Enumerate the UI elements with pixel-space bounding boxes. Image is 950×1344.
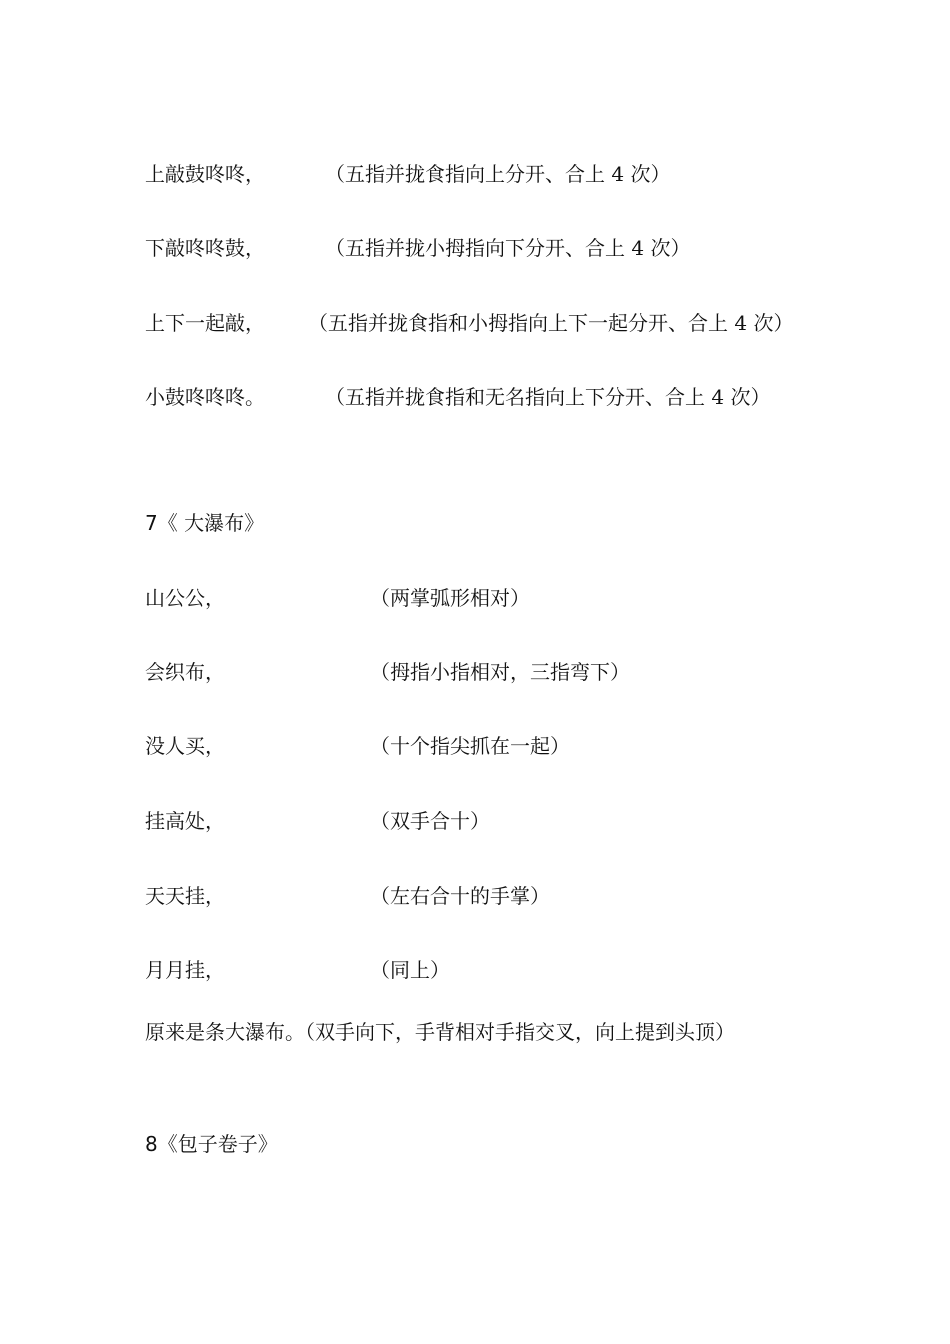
verse-gesture-note: （五指并拢食指和无名指向上下分开、合上 4 次） <box>325 385 771 409</box>
section-number: 8 <box>145 1132 158 1156</box>
section-title: 《 大瀑布》 <box>157 511 265 535</box>
section-number: 7 <box>145 511 158 535</box>
verse-lyric: 挂高处， <box>145 809 225 833</box>
verse-line <box>145 308 794 338</box>
verse-line <box>145 955 450 985</box>
verse-gesture-note: （五指并拢小拇指向下分开、合上 4 次） <box>325 236 691 260</box>
verse-line <box>145 657 630 687</box>
verse-lyric: 上敲鼓咚咚， <box>145 162 265 186</box>
verse-gesture-note: （五指并拢食指向上分开、合上 4 次） <box>325 162 671 186</box>
section-heading-7 <box>145 508 264 538</box>
verse-gesture-note: （左右合十的手掌） <box>370 884 550 908</box>
verse-gesture-note: （拇指小指相对，三指弯下） <box>370 660 630 684</box>
verse-lyric: 山公公， <box>145 586 225 610</box>
verse-closing-line: 原来是条大瀑布。（双手向下，手背相对手指交叉，向上提到头顶） <box>145 1020 735 1044</box>
verse-line <box>145 233 691 263</box>
verse-line <box>145 159 671 189</box>
verse-line <box>145 583 530 613</box>
section-title: 《包子卷子》 <box>157 1132 278 1156</box>
section-heading-8 <box>145 1129 278 1159</box>
verse-lyric: 天天挂， <box>145 884 225 908</box>
verse-line <box>145 806 490 836</box>
verse-gesture-note: （双手合十） <box>370 809 490 833</box>
verse-lyric: 月月挂， <box>145 958 225 982</box>
verse-line <box>145 731 570 761</box>
verse-lyric: 上下一起敲， <box>145 311 265 335</box>
verse-lyric: 小鼓咚咚咚。 <box>145 385 265 409</box>
verse-gesture-note: （五指并拢食指和小拇指向上下一起分开、合上 4 次） <box>308 311 794 335</box>
verse-lyric: 会织布， <box>145 660 225 684</box>
verse-lyric: 下敲咚咚鼓， <box>145 236 265 260</box>
verse-gesture-note: （同上） <box>370 958 450 982</box>
verse-lyric: 没人买， <box>145 734 225 758</box>
verse-gesture-note: （两掌弧形相对） <box>370 586 530 610</box>
verse-line <box>145 382 771 412</box>
verse-gesture-note: （十个指尖抓在一起） <box>370 734 570 758</box>
verse-line <box>145 881 550 911</box>
